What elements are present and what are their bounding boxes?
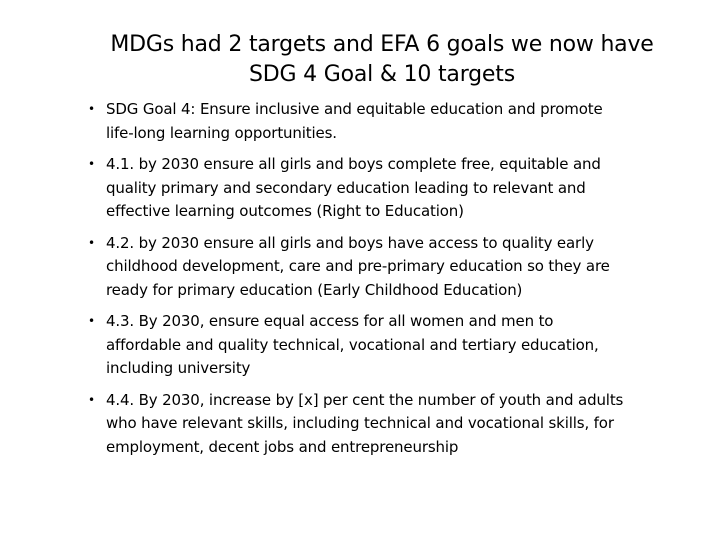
- bullet-list: [88, 98, 693, 459]
- bullet-line: life-long learning opportunities.: [106, 123, 337, 142]
- bullet-sdg-goal-4: [88, 98, 693, 145]
- bullet-icon: •: [88, 392, 95, 407]
- title-line-2: SDG 4 Goal & 10 targets: [249, 62, 515, 87]
- bullet-line: employment, decent jobs and entrepreneurship: [106, 437, 459, 456]
- bullet-line: SDG Goal 4: Ensure inclusive and equitable education and promote: [106, 100, 603, 118]
- bullet-icon: •: [88, 102, 95, 116]
- title-line-1: MDGs had 2 targets and EFA 6 goals we now have: [110, 32, 654, 57]
- bullet-icon: •: [88, 157, 95, 171]
- bullet-target-4-3: [88, 310, 693, 381]
- bullet-icon: •: [88, 235, 95, 250]
- bullet-line: quality primary and secondary education leading to relevant and: [106, 178, 586, 197]
- bullet-line: effective learning outcomes (Right to Education): [106, 202, 464, 220]
- bullet-line: including university: [106, 359, 251, 377]
- bullet-target-4-1: [88, 153, 693, 224]
- bullet-line: 4.1. by 2030 ensure all girls and boys complete free, equitable and: [106, 155, 601, 173]
- bullet-line: who have relevant skills, including technical and vocational skills, for: [106, 414, 614, 432]
- bullet-line: ready for primary education (Early Childhood Education): [106, 280, 523, 299]
- bullet-target-4-4: [88, 389, 693, 460]
- bullet-line: 4.3. By 2030, ensure equal access for all women and men to: [106, 312, 554, 330]
- bullet-target-4-2: [88, 232, 693, 303]
- bullet-line: affordable and quality technical, vocational and tertiary education,: [106, 335, 599, 354]
- slide-title: [62, 30, 702, 90]
- bullet-line: 4.4. By 2030, increase by [x] per cent the number of youth and adults: [106, 390, 624, 409]
- bullet-line: childhood development, care and pre-primary education so they are: [106, 257, 610, 275]
- bullet-icon: •: [88, 314, 95, 328]
- bullet-line: 4.2. by 2030 ensure all girls and boys have access to quality early: [106, 233, 594, 252]
